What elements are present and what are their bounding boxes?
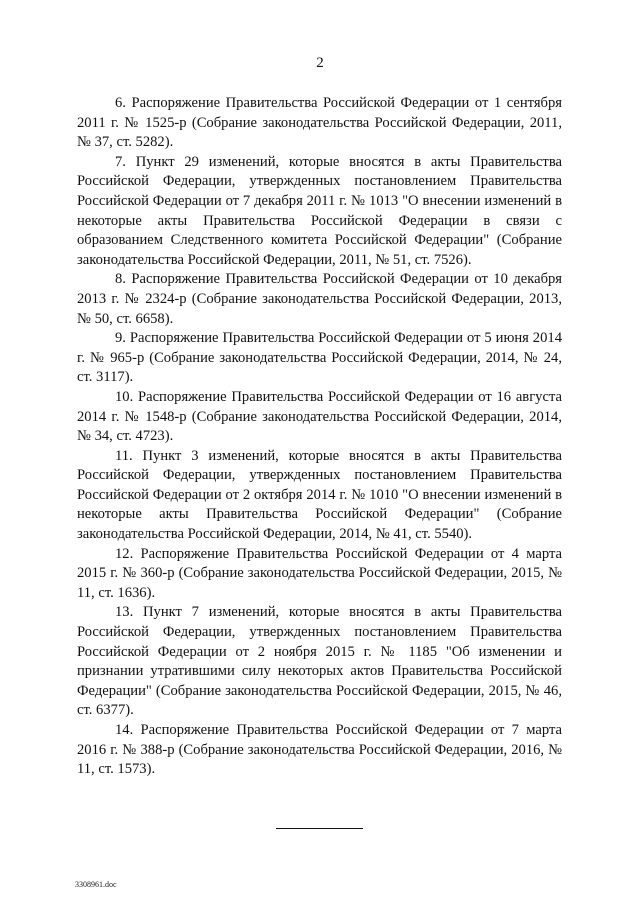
list-item: 9. Распоряжение Правительства Российской Федерации от 5 июня 2014 г. № 965-р (Собрание законодательства Российской Федерации, 2014, № 24, ст. 3117). [77,330,562,386]
list-item: 10. Распоряжение Правительства Российской Федерации от 16 августа 2014 г. № 1548-р (Собрание законодательства Российской Федерации, 2014, № 34, ст. 4723). [77,388,562,445]
end-divider [276,828,363,829]
list-item: 7. Пункт 29 изменений, которые вносятся в акты Правительства Российской Федерации, утвержденных постановлением Правительства Российской Федерации от 7 декабря 2011 г. № 1013 "О внесении изменений в некоторые акты Правительства Российской Федерации в связи с образованием Следственного комитета Российской Федерации" (Собрание законодательства Российской Федерации, 2011, № 51, ст. 7526). [77,153,562,268]
list-item: 11. Пункт 3 изменений, которые вносятся в акты Правительства Российской Федерации, утвержденных постановлением Правительства Российской Федерации от 2 октября 2014 г. № 1010 "О внесении изменений в некоторые акты Правительства Российской Федерации" (Собрание законодательства Российской Федерации, 2014, № 41, ст. 5540). [77,447,562,543]
list-item: 12. Распоряжение Правительства Российской Федерации от 4 марта 2015 г. № 360-р (Собрание законодательства Российской Федерации, 2015, № 11, ст. 1636). [77,545,562,601]
page-number: 2 [316,55,324,71]
list-item: 14. Распоряжение Правительства Российской Федерации от 7 марта 2016 г. № 388-р (Собрание законодательства Российской Федерации, 2016, № 11, ст. 1573). [77,722,562,778]
document-code: 3308961.doc [75,880,117,889]
list-item: 13. Пункт 7 изменений, которые вносятся в акты Правительства Российской Федерации, утвержденных постановлением Правительства Российской Федерации от 2 ноября 2015 г. № 1185 "Об изменении и признании утратившими силу некоторых актов Правительства Российской Федерации" (Собрание законодательства Российской Федерации, 2015, № 46, ст. 6377). [77,604,562,719]
document-body [77,94,562,780]
list-item: 8. Распоряжение Правительства Российской Федерации от 10 декабря 2013 г. № 2324-р (Собрание законодательства Российской Федерации, 2013, № 50, ст. 6658). [77,271,562,327]
list-item: 6. Распоряжение Правительства Российской Федерации от 1 сентября 2011 г. № 1525-р (Собрание законодательства Российской Федерации, 2011, № 37, ст. 5282). [77,95,562,151]
